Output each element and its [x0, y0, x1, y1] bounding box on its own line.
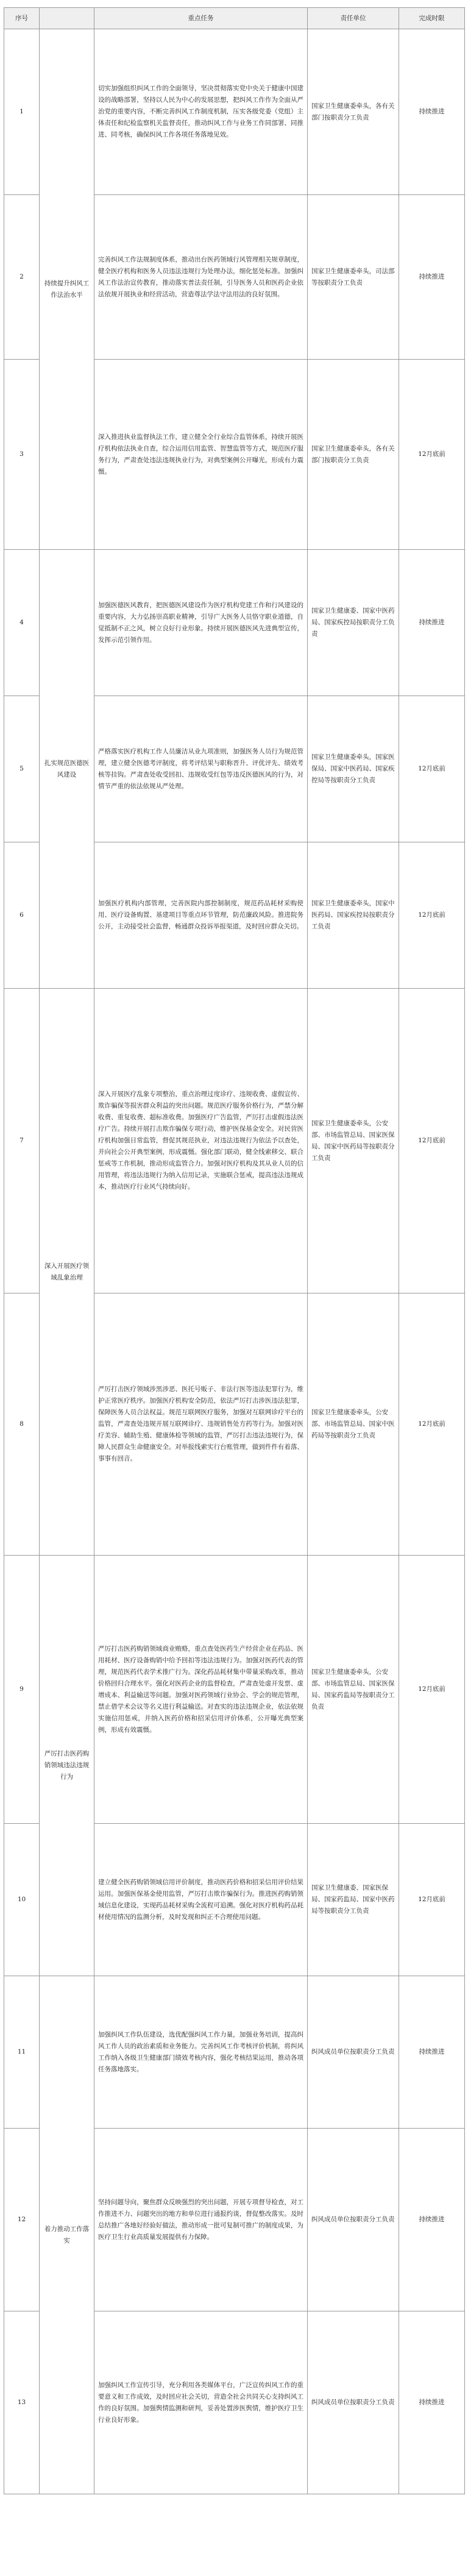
row-no: 1 — [4, 29, 40, 195]
table-row — [4, 1976, 465, 2129]
task-cell: 完善纠风工作法规制度体系，推动出台医药领域行风管理相关规章制度，健全医疗机构和医务人员违法违规行为处理办法，细化惩处标准。加强纠风工作法治宣传教育，推动落实普法责任制，引导医务人员和医药企业依法依规开展执业和经营活动，营造尊法学法守法用法的良好氛围。 — [94, 195, 308, 360]
unit-cell: 纠风成员单位按职责分工负责 — [308, 2311, 399, 2494]
row-no: 7 — [4, 989, 40, 1293]
task-cell: 切实加强组织纠风工作的全面领导，坚决贯彻落实党中央关于健康中国建设的战略部署，坚持以人民为中心的发展思想，把纠风工作作为全面从严治党的重要内容，不断完善纠风工作制度机制，压实各级党委（党组）主体责任和纪检监察机关监督责任，推动纠风工作与业务工作同部署、同推进、同考核，确保纠风工作各项任务落地见效。 — [94, 29, 308, 195]
task-cell: 加强医德医风教育，把医德医风建设作为医疗机构党建工作和行风建设的重要内容，大力弘扬崇高职业精神，引导广大医务人员恪守职业道德，自觉抵制不正之风，树立良好行业形象。持续开展医德医风先进典型宣传，发挥示范引领作用。 — [94, 550, 308, 696]
row-no: 12 — [4, 2129, 40, 2311]
due-cell: 12月底前 — [399, 1824, 465, 1976]
table-row — [4, 989, 465, 1293]
due-cell: 12月底前 — [399, 989, 465, 1293]
task-cell: 深入开展医疗乱象专项整治，重点治理过度诊疗、违规收费、虚假宣传、欺诈骗保等损害群众利益的突出问题。规范医疗服务价格行为，严禁分解收费、重复收费、超标准收费。加强医疗广告监管，严厉打击虚假违法医疗广告。持续开展打击欺诈骗保专项行动，维护医保基金安全。对民营医疗机构加强日常监管，督促其规范执业，对违法违规行为依法予以查处，并向社会公开典型案例，形成震慑。强化部门联动，健全线索移交、联合惩戒等工作机制，推动形成监管合力。加强对医疗机构及其从业人员的信用管理，将违法违规行为纳入信用记录，实施联合惩戒，提高违法违规成本，推动医疗行业风气持续向好。 — [94, 989, 308, 1293]
table-header — [4, 8, 465, 29]
col-header-category — [40, 8, 94, 29]
task-cell: 坚持问题导向，聚焦群众反映强烈的突出问题，开展专项督导检查，对工作推进不力、问题突出的地方和单位进行通报约谈，督促整改落实。及时总结推广各地好经验好做法，推动形成一批可复制可推广的制度成果，为医疗卫生行业高质量发展提供有力保障。 — [94, 2129, 308, 2311]
due-cell: 12月底前 — [399, 360, 465, 550]
due-cell: 持续推进 — [399, 1976, 465, 2129]
task-cell: 严厉打击医疗领域涉黑涉恶、医托号贩子、非法行医等违法犯罪行为，维护正常医疗秩序。加强医疗机构安全防范，依法严厉打击涉医违法犯罪，保障医务人员合法权益。规范互联网医疗服务，加强对互联网诊疗平台的监管，严肃查处违规开展互联网诊疗、违规销售处方药等行为。加强对医疗美容、辅助生殖、健康体检等领域的监管，严厉打击违法违规行为，保障人民群众生命健康安全。对举报线索实行台账管理，做到件件有着落、事事有回音。 — [94, 1293, 308, 1556]
due-cell: 持续推进 — [399, 2129, 465, 2311]
task-cell: 严格落实医疗机构工作人员廉洁从业九项准则，加强医务人员行为规范管理，建立健全医德考评制度，将考评结果与职称晋升、评优评先、绩效考核等挂钩。严肃查处收受回扣、违规收受红包等违反医德医风的行为，对情节严重的依法依规从严处理。 — [94, 696, 308, 842]
col-header-due: 完成时限 — [399, 8, 465, 29]
category-cell: 扎实规范医德医风建设 — [40, 550, 94, 989]
unit-cell: 国家卫生健康委牵头，各有关部门按职责分工负责 — [308, 29, 399, 195]
table-row — [4, 29, 465, 195]
unit-cell: 国家卫生健康委、国家医保局、国家药监局、国家中医药局等按职责分工负责 — [308, 1824, 399, 1976]
due-cell: 12月底前 — [399, 1293, 465, 1556]
task-cell: 建立健全医药购销领域信用评价制度，推动医药价格和招采信用评价结果运用。加强医保基金使用监管，严厉打击欺诈骗保行为。推进医药购销领域信息化建设，实现药品耗材采购全流程可追溯。强化对医疗机构药品耗材使用情况的监测分析，及时发现和纠正不合理使用问题。 — [94, 1824, 308, 1976]
category-cell: 着力推动工作落实 — [40, 1976, 94, 2494]
due-cell: 持续推进 — [399, 550, 465, 696]
row-no: 2 — [4, 195, 40, 360]
row-no: 13 — [4, 2311, 40, 2494]
unit-cell: 国家卫生健康委牵头，公安部、市场监管总局、国家中医药局等按职责分工负责 — [308, 1293, 399, 1556]
due-cell: 12月底前 — [399, 696, 465, 842]
unit-cell: 国家卫生健康委牵头，国家医保局、国家中医药局、国家疾控局等按职责分工负责 — [308, 696, 399, 842]
due-cell: 持续推进 — [399, 29, 465, 195]
col-header-task: 重点任务 — [94, 8, 308, 29]
row-no: 9 — [4, 1556, 40, 1824]
unit-cell: 国家卫生健康委、国家中医药局、国家疾控局按职责分工负责 — [308, 550, 399, 696]
row-no: 5 — [4, 696, 40, 842]
unit-cell: 国家卫生健康委牵头，司法部等按职责分工负责 — [308, 195, 399, 360]
task-cell: 加强纠风工作队伍建设，选优配强纠风工作力量，加强业务培训，提高纠风工作人员的政治素质和业务能力。完善纠风工作考核评价机制，将纠风工作纳入各级卫生健康部门绩效考核内容，强化考核结果运用，推动各项任务落地落实。 — [94, 1976, 308, 2129]
task-table — [4, 7, 465, 2494]
unit-cell: 国家卫生健康委牵头，国家中医药局、国家疾控局按职责分工负责 — [308, 842, 399, 989]
task-cell: 加强纠风工作宣传引导，充分利用各类媒体平台，广泛宣传纠风工作的重要意义和工作成效，及时回应社会关切，营造全社会共同关心支持纠风工作的良好氛围。加强舆情监测和研判，妥善处置涉医舆情，维护医疗卫生行业良好形象。 — [94, 2311, 308, 2494]
row-no: 4 — [4, 550, 40, 696]
row-no: 11 — [4, 1976, 40, 2129]
due-cell: 持续推进 — [399, 2311, 465, 2494]
due-cell: 持续推进 — [399, 195, 465, 360]
row-no: 8 — [4, 1293, 40, 1556]
category-cell: 持续提升纠风工作法治水平 — [40, 29, 94, 550]
col-header-unit: 责任单位 — [308, 8, 399, 29]
row-no: 3 — [4, 360, 40, 550]
task-cell: 深入推进执业监督执法工作，建立健全全行业综合监管体系，持续开展医疗机构依法执业自查，综合运用信用监管、智慧监管等方式，规范医疗服务行为，严肃查处违法违规执业行为，对典型案例公开曝光，形成有力震慑。 — [94, 360, 308, 550]
category-cell: 深入开展医疗领域乱象治理 — [40, 989, 94, 1556]
unit-cell: 纠风成员单位按职责分工负责 — [308, 1976, 399, 2129]
unit-cell: 国家卫生健康委牵头，公安部、市场监管总局、国家医保局、国家药监局等按职责分工负责 — [308, 1556, 399, 1824]
task-cell: 加强医疗机构内部管理，完善医院内部控制制度，规范药品耗材采购使用、医疗设备购置、基建项目等重点环节管理，防范廉政风险。推进院务公开，主动接受社会监督，畅通群众投诉举报渠道，及时回应群众关切。 — [94, 842, 308, 989]
task-cell: 严厉打击医药购销领域商业贿赂，重点查处医药生产经营企业在药品、医用耗材、医疗设备购销中给予回扣等违法违规行为。加强对医药代表的管理，规范医药代表学术推广行为。深化药品耗材集中带量采购改革，推动价格回归合理水平。强化对医药企业的监督检查，严肃查处虚开发票、虚增成本、利益输送等问题。加强对医药领域行业协会、学会的规范管理，禁止借学术会议等名义进行利益输送。对查实的违法违规企业，依法依规实施信用惩戒，并纳入医药价格和招采信用评价体系，公开曝光典型案例，形成有效震慑。 — [94, 1556, 308, 1824]
due-cell: 12月底前 — [399, 842, 465, 989]
row-no: 10 — [4, 1824, 40, 1976]
col-header-no: 序号 — [4, 8, 40, 29]
unit-cell: 国家卫生健康委牵头，各有关部门按职责分工负责 — [308, 360, 399, 550]
unit-cell: 国家卫生健康委牵头，公安部、市场监管总局、国家医保局、国家中医药局等按职责分工负责 — [308, 989, 399, 1293]
due-cell: 12月底前 — [399, 1556, 465, 1824]
table-row — [4, 550, 465, 696]
category-cell: 严厉打击医药购销领域违法违规行为 — [40, 1556, 94, 1976]
row-no: 6 — [4, 842, 40, 989]
unit-cell: 纠风成员单位按职责分工负责 — [308, 2129, 399, 2311]
table-row — [4, 1556, 465, 1824]
